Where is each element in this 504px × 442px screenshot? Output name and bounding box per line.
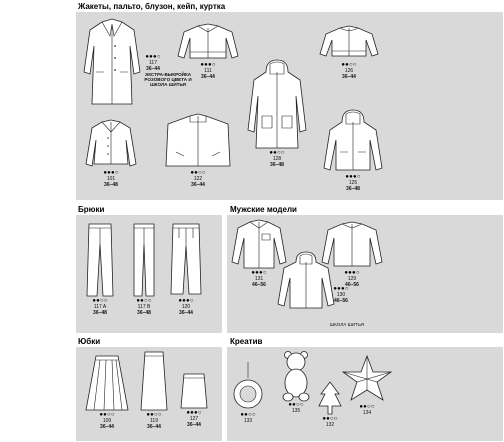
section-title-men: Мужские модели [230,205,297,214]
trousers-drawing [130,222,158,298]
difficulty-dots: ●●○○ [146,412,162,418]
model-number: 127 [189,416,199,422]
skirt-drawing [84,354,130,412]
difficulty-dots: ●●○○ [92,298,108,304]
difficulty-dots: ●●●○ [200,62,216,68]
difficulty-dots: ●●●○ [333,286,349,292]
cape-drawing [162,112,234,170]
model-number: 101 [106,176,116,182]
wreath-drawing [230,360,266,412]
difficulty-dots: ●●●○ [345,174,361,180]
garment-trousers-117a [80,222,120,316]
size-range: 36–48 [137,310,151,316]
section-title-skirts: Юбки [78,337,101,346]
difficulty-dots: ●●○○ [288,402,304,408]
model-number: 109 [102,418,112,424]
size-range: 36–44 [342,74,356,80]
difficulty-dots: ●●●○ [178,298,194,304]
size-range: 36–44 [146,66,160,72]
size-range: 36–44 [147,424,161,430]
size-range: 36–48 [104,182,118,188]
model-number: 125 [348,180,358,186]
blouson-drawing [176,22,240,62]
model-number: 117 B [137,304,151,310]
difficulty-dots: ●●○○ [341,62,357,68]
size-range: 36–48 [93,310,107,316]
section-title-trousers: Брюки [78,205,105,214]
trousers-drawing [85,222,115,298]
garment-trousers-117b [124,222,164,316]
garment-coat-117 [82,16,142,108]
skirt-drawing [139,350,169,412]
difficulty-dots: ●●●○ [145,54,161,60]
size-range: 46–56 [252,282,266,288]
section-title-jackets: Жакеты, пальто, блузон, кейп, куртка [78,2,226,11]
difficulty-dots: ●●○○ [136,298,152,304]
bomber-drawing [316,24,382,62]
difficulty-dots: ●●○○ [359,404,375,410]
size-range: 46–56 [334,298,348,304]
garment-hooded-jacket-125 [320,108,386,192]
size-range: 36–44 [187,422,201,428]
garment-blouson-111 [176,22,240,80]
coat-drawing [82,16,142,108]
model-number: 117 A [93,304,107,310]
model-number: 130 [336,292,346,298]
model-number: 133 [243,418,253,424]
creative-star-134 [340,354,394,416]
teddy-bear-drawing [279,350,313,402]
size-range: 36–48 [270,162,284,168]
difficulty-dots: ●●●○ [251,270,267,276]
garment-jacket-101 [84,118,138,188]
section-title-creative: Креатив [230,337,263,346]
difficulty-dots: ●●○○ [99,412,115,418]
trousers-drawing [169,222,203,298]
model-number: 119 [150,418,158,424]
model-number: 129 [347,276,357,282]
difficulty-dots: ●●●○ [186,410,202,416]
model-number: 117 [149,60,157,66]
skirt-drawing [179,372,209,410]
label-130 [326,286,356,304]
difficulty-dots: ●●○○ [190,170,206,176]
label-coat [138,54,168,72]
model-number: 126 [344,68,354,74]
model-number: 120 [181,304,191,310]
difficulty-dots: ●●●○ [344,270,360,276]
garment-skirt-119 [134,350,174,430]
model-number: 111 [204,68,212,74]
garment-skirt-127 [174,372,214,428]
sewing-school-note: ШКОЛА ШИТЬЯ [329,322,365,327]
model-number: 128 [272,156,282,162]
size-range: 36–44 [191,182,205,188]
model-number: 134 [362,410,372,416]
garment-trousers-120 [166,222,206,316]
model-number: 122 [193,176,203,182]
creative-bear-135 [276,350,316,414]
size-range: 36–44 [100,424,114,430]
star-drawing [341,354,393,404]
model-number: 132 [325,422,335,428]
model-number: 135 [291,408,301,414]
extra-pattern-note: ЭКСТРА-ВЫКРОЙКА РОЗОВОГО ЦВЕТА И ШКОЛА ШИТЬЯ [144,72,192,88]
difficulty-dots: ●●○○ [322,416,338,422]
difficulty-dots: ●●○○ [240,412,256,418]
size-range: 36–44 [201,74,215,80]
jacket-drawing [84,118,138,170]
creative-wreath-133 [228,360,268,424]
garment-bomber-126 [316,24,382,80]
difficulty-dots: ●●●○ [103,170,119,176]
hooded-coat-drawing [244,58,310,150]
garment-skirt-109 [82,354,132,430]
difficulty-dots: ●●○○ [269,150,285,156]
garment-cape-122 [162,112,234,188]
size-range: 36–48 [346,186,360,192]
hooded-jacket-drawing [320,108,386,174]
garment-hooded-coat-128 [244,58,310,168]
size-range: 36–44 [179,310,193,316]
model-number: 131 [254,276,264,282]
size-range: 46–56 [345,282,359,288]
